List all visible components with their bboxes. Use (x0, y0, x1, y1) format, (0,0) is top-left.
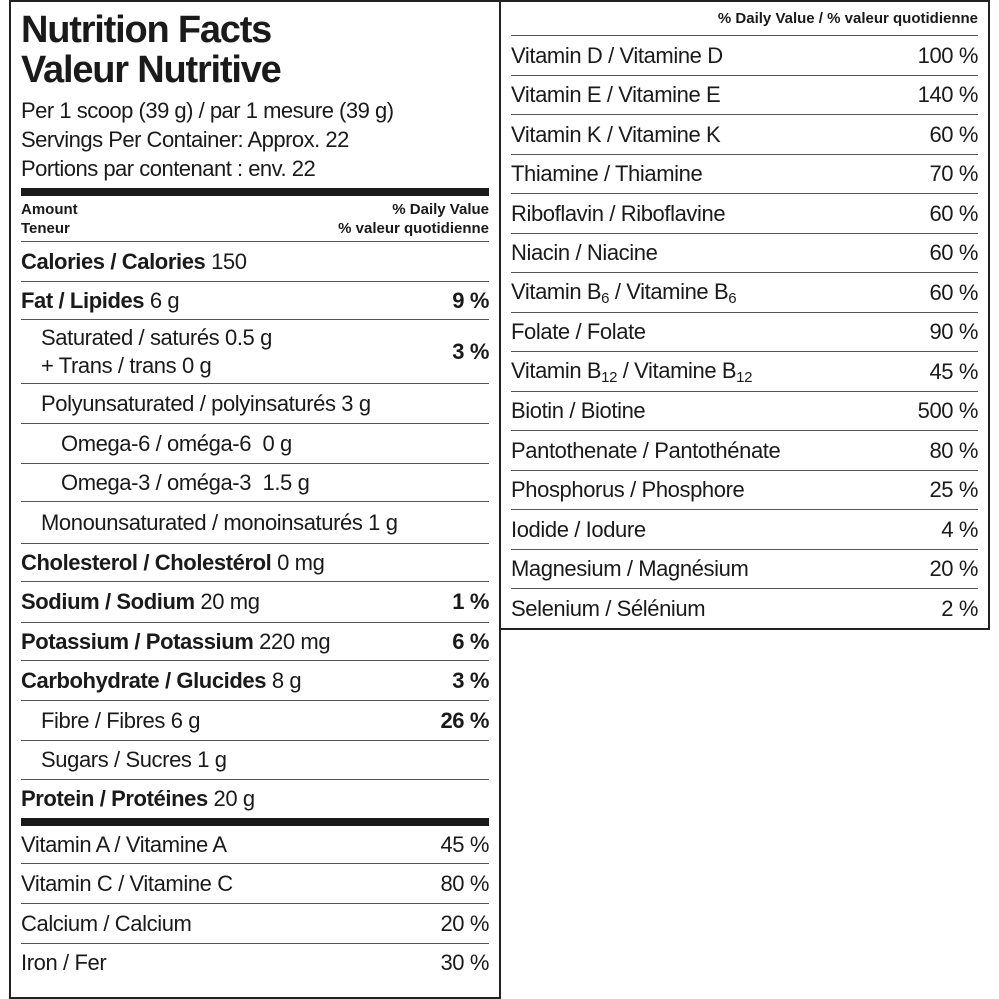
row-folate (511, 313, 978, 352)
row-omega3 (21, 464, 489, 502)
row-fibre (21, 701, 489, 741)
niacin-pct: 60 % (929, 240, 978, 265)
saturated-pct: 3 % (452, 338, 489, 364)
vitb12-pct: 45 % (929, 358, 978, 384)
row-iron (21, 944, 489, 982)
sodium-pct: 1 % (452, 589, 489, 614)
row-protein (21, 780, 489, 818)
fat-label: Fat / Lipides (21, 287, 145, 313)
vitb6-pct: 60 % (929, 279, 978, 305)
vitk-label: Vitamin K / Vitamine K (511, 121, 721, 147)
pantothenate-label: Pantothenate / Pantothénate (511, 437, 781, 463)
row-carbohydrate (21, 661, 489, 701)
sugars-label: Sugars / Sucres 1 g (41, 747, 227, 772)
phosphorus-pct: 25 % (929, 477, 978, 502)
row-biotin (511, 392, 978, 431)
row-monounsaturated (21, 502, 489, 544)
row-calories (21, 242, 489, 282)
cholesterol-label: Cholesterol / Cholestérol (21, 549, 272, 575)
row-vitamin-a (21, 826, 489, 864)
pantothenate-pct: 80 % (929, 437, 978, 463)
carb-amount: 8 g (271, 667, 302, 693)
row-vitamin-b6 (511, 273, 978, 313)
omega6-label: Omega-6 / oméga-6 0 g (61, 430, 292, 456)
vitd-pct: 100 % (917, 42, 978, 68)
row-fat (21, 282, 489, 320)
calcium-label: Calcium / Calcium (21, 910, 192, 936)
row-thiamine (511, 155, 978, 194)
vitk-pct: 60 % (929, 121, 978, 147)
row-magnesium (511, 550, 978, 589)
iron-pct: 30 % (440, 950, 489, 975)
iron-label: Iron / Fer (21, 950, 107, 975)
calcium-pct: 20 % (440, 910, 489, 936)
row-iodide (511, 510, 978, 550)
protein-amount: 20 g (213, 786, 255, 811)
vitb6-fr: / Vitamine B (609, 278, 729, 304)
vitb12-sub-en: 12 (601, 368, 618, 386)
selenium-label: Selenium / Sélénium (511, 596, 706, 621)
carb-label: Carbohydrate / Glucides (21, 667, 267, 693)
magnesium-label: Magnesium / Magnésium (511, 556, 749, 581)
vitd-label: Vitamin D / Vitamine D (511, 42, 723, 68)
serving-size: Per 1 scoop (39 g) / par 1 mesure (39 g) (21, 98, 394, 123)
potassium-label: Potassium / Potassium (21, 628, 254, 654)
thick-divider-vitamins (21, 818, 489, 826)
row-cholesterol (21, 544, 489, 582)
folate-pct: 90 % (929, 319, 978, 344)
vite-pct: 140 % (917, 82, 978, 107)
vita-label: Vitamin A / Vitamine A (21, 831, 227, 857)
row-selenium (511, 589, 978, 629)
nutrition-facts-left-panel (9, 0, 501, 999)
riboflavin-label: Riboflavin / Riboflavine (511, 200, 726, 226)
title-fr: Valeur Nutritive (21, 49, 281, 91)
dv-label-en: % Daily Value (392, 201, 489, 218)
fat-pct: 9 % (452, 287, 489, 313)
carb-pct: 3 % (452, 667, 489, 693)
saturated-label: Saturated / saturés 0.5 g (41, 324, 272, 350)
fibre-pct: 26 % (440, 707, 489, 733)
row-polyunsaturated (21, 384, 489, 424)
omega3-label: Omega-3 / oméga-3 1.5 g (61, 469, 310, 495)
biotin-pct: 500 % (917, 398, 978, 423)
vitb12-sub-fr: 12 (736, 368, 753, 386)
selenium-pct: 2 % (941, 596, 978, 621)
riboflavin-pct: 60 % (929, 200, 978, 226)
iodide-label: Iodide / Iodure (511, 516, 646, 542)
row-omega6 (21, 424, 489, 464)
thick-divider (21, 188, 489, 196)
vitb6-sub-en: 6 (601, 289, 610, 307)
thiamine-pct: 70 % (929, 161, 978, 186)
fat-amount: 6 g (149, 287, 180, 313)
sodium-label: Sodium / Sodium (21, 589, 195, 614)
row-niacin (511, 234, 978, 273)
servings-per-container-fr: Portions par contenant : env. 22 (21, 156, 316, 181)
row-sodium (21, 582, 489, 623)
magnesium-pct: 20 % (929, 556, 978, 581)
biotin-label: Biotin / Biotine (511, 398, 646, 423)
mono-label: Monounsaturated / monoinsaturés 1 g (41, 509, 398, 535)
calories-label: Calories / Calories (21, 248, 206, 274)
vitb12-en: Vitamin B (511, 357, 602, 383)
row-vitamin-b12 (511, 352, 978, 392)
folate-label: Folate / Folate (511, 319, 646, 344)
amount-label-fr: Teneur (21, 220, 70, 237)
thiamine-label: Thiamine / Thiamine (511, 161, 703, 186)
vitc-pct: 80 % (440, 870, 489, 896)
row-vitamin-k (511, 115, 978, 155)
row-vitamin-e (511, 76, 978, 115)
row-riboflavin (511, 194, 978, 234)
row-phosphorus (511, 471, 978, 510)
amount-header (21, 200, 489, 242)
amount-label-en: Amount (21, 201, 78, 218)
row-pantothenate (511, 431, 978, 471)
phosphorus-label: Phosphorus / Phosphore (511, 477, 745, 502)
row-vitamin-d (511, 36, 978, 76)
vitc-label: Vitamin C / Vitamine C (21, 870, 233, 896)
fibre-label: Fibre / Fibres 6 g (41, 707, 201, 733)
servings-per-container-en: Servings Per Container: Approx. 22 (21, 127, 349, 152)
vite-label: Vitamin E / Vitamine E (511, 82, 721, 107)
iodide-pct: 4 % (941, 516, 978, 542)
row-sugars (21, 741, 489, 780)
row-calcium (21, 904, 489, 944)
row-saturated-trans (21, 320, 489, 384)
vitb6-en: Vitamin B (511, 278, 602, 304)
sodium-amount: 20 mg (200, 589, 260, 614)
protein-label: Protein / Protéines (21, 786, 208, 811)
vitb6-sub-fr: 6 (728, 289, 737, 307)
dv-label-fr: % valeur quotidienne (338, 220, 489, 237)
cholesterol-amount: 0 mg (277, 549, 325, 575)
vitb6-label (511, 279, 736, 307)
potassium-amount: 220 mg (259, 628, 331, 654)
vitb12-label (511, 358, 752, 386)
poly-label: Polyunsaturated / polyinsaturés 3 g (41, 390, 371, 416)
vita-pct: 45 % (440, 831, 489, 857)
vitb12-fr: / Vitamine B (617, 357, 737, 383)
right-dv-header: % Daily Value / % valeur quotidienne (511, 2, 978, 36)
nutrition-facts-right-panel (499, 0, 990, 630)
trans-label: + Trans / trans 0 g (41, 352, 212, 378)
calories-amount: 150 (211, 248, 247, 274)
row-vitamin-c (21, 864, 489, 904)
niacin-label: Niacin / Niacine (511, 240, 658, 265)
potassium-pct: 6 % (452, 628, 489, 654)
title-en: Nutrition Facts (21, 9, 272, 51)
row-potassium (21, 623, 489, 661)
